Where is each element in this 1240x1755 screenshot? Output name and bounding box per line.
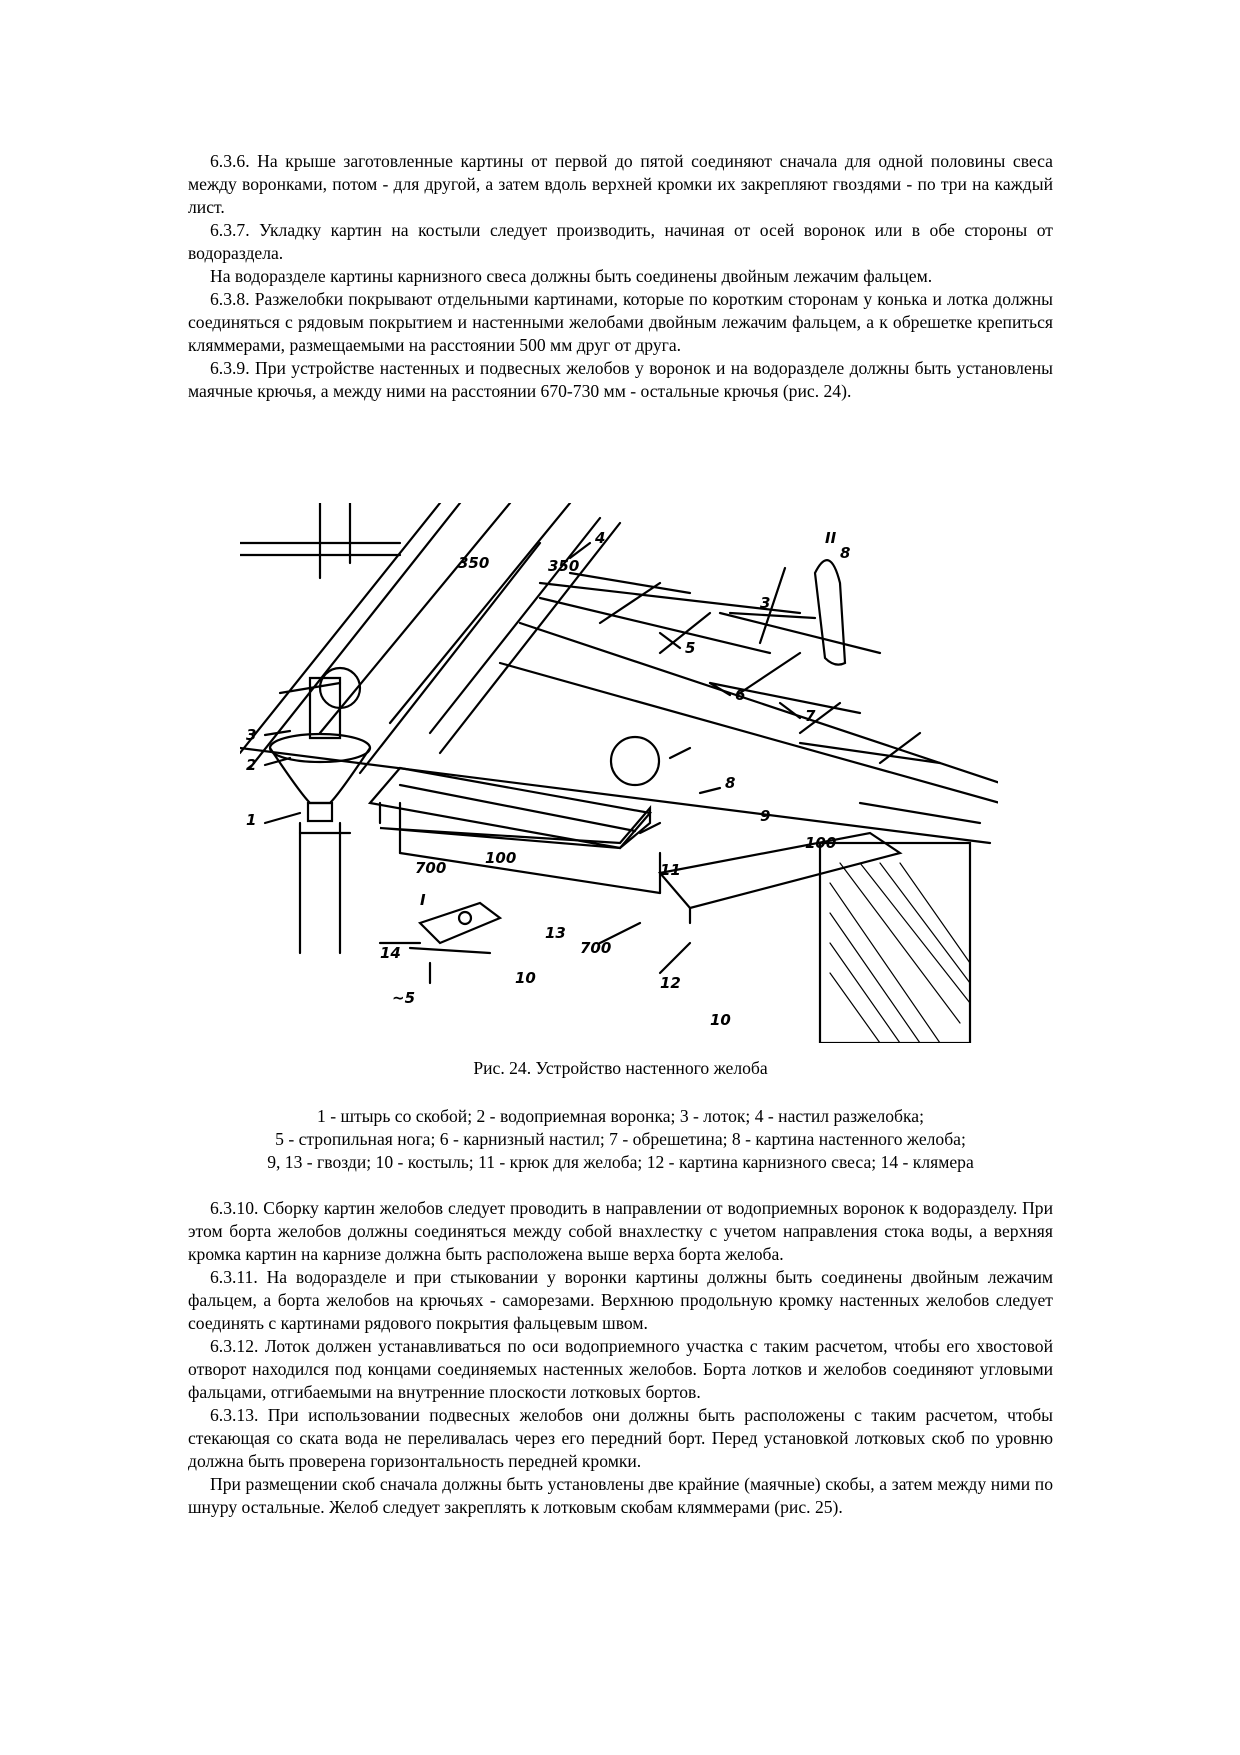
gutter-diagram [240, 503, 998, 1043]
figure-label-4: 4 [595, 529, 606, 547]
paragraph-brackets-placement: При размещении скоб сначала должны быть установлены две крайние (маячные) скобы, а затем между ними по шнуру остальные. Желоб следует закреплять к лотковым скобам кляммерами (рис. 25). [188, 1474, 1053, 1517]
figure-label-detail-II: II [825, 529, 837, 547]
paragraph-6-3-9: 6.3.9. При устройстве настенных и подвесных желобов у воронок и на водоразделе должны быть установлены маячные крючья, а между ними на расстоянии 670-730 мм - остальные крючья (рис. 24). [188, 358, 1053, 401]
figure-label-2: 2 [246, 756, 257, 774]
figure-label-9: 9 [760, 807, 771, 825]
legend-line: 5 - стропильная нога; 6 - карнизный настил; 7 - обрешетина; 8 - картина настенного желоба; [275, 1129, 966, 1149]
paragraph-6-3-11: 6.3.11. На водоразделе и при стыковании у воронки картины должны быть соединены двойным лежачим фальцем, а борта желобов на крючьях - саморезами. Верхнюю продольную кромку настенных желобов следует соединять с картинами рядового покрытия фальцевым швом. [188, 1267, 1053, 1333]
figure-label-3-detail: 3 [760, 594, 771, 612]
figure-dim-350-a: 350 [458, 554, 490, 572]
paragraph-6-3-13: 6.3.13. При использовании подвесных желобов они должны быть расположены с таким расчетом, чтобы стекающая со ската вода не переливалась через его передний борт. Перед установкой лотковых скоб по уровню должна быть проверена горизонтальность передней кромки. [188, 1405, 1053, 1471]
paragraph-6-3-7: 6.3.7. Укладку картин на костыли следует производить, начиная от осей воронок или в обе стороны от водораздела. [188, 220, 1053, 263]
figure-legend [188, 1105, 1053, 1174]
figure-label-1: 1 [246, 811, 257, 829]
paragraph-watershed: На водоразделе картины карнизного свеса должны быть соединены двойным лежачим фальцем. [210, 266, 933, 286]
legend-line: 9, 13 - гвозди; 10 - костыль; 11 - крюк для желоба; 12 - картина карнизного свеса; 14 - клямера [267, 1152, 974, 1172]
figure-label-3: 3 [246, 726, 257, 744]
figure-dim-100-b: 100 [805, 834, 837, 852]
figure-label-8: 8 [725, 774, 736, 792]
figure-label-10: 10 [710, 1011, 731, 1029]
legend-line: 1 - штырь со скобой; 2 - водоприемная воронка; 3 - лоток; 4 - настил разжелобка; [317, 1106, 924, 1126]
figure-label-6: 6 [735, 686, 746, 704]
figure-caption: Рис. 24. Устройство настенного желоба [473, 1058, 768, 1078]
paragraph-6-3-12: 6.3.12. Лоток должен устанавливаться по оси водоприемного участка с таким расчетом, чтобы его хвостовой отворот находился под концами соединяемых настенных желобов. Борта лотков и желобов соединяют угловыми фальцами, отгибаемыми на внутренние плоскости лотковых бортов. [188, 1336, 1053, 1402]
figure-label-11: 11 [660, 861, 681, 879]
figure-24-wall-gutter-drawing [240, 503, 998, 1043]
figure-label-7: 7 [805, 707, 816, 725]
figure-dim-700-b: 700 [580, 939, 612, 957]
paragraph-6-3-6: 6.3.6. На крыше заготовленные картины от первой до пятой соединяют сначала для одной половины свеса между воронками, потом - для другой, а затем вдоль верхней кромки их закрепляют гвоздями - по три на каждый лист. [188, 151, 1053, 217]
figure-label-5-approx: ~5 [392, 989, 416, 1007]
paragraph-6-3-8: 6.3.8. Разжелобки покрывают отдельными картинами, которые по коротким сторонам у конька и лотка должны соединяться с рядовым покрытием и настенными желобами двойным лежачим фальцем, а к обрешетке крепиться кляммерами, размещаемыми на расстоянии 500 мм друг от друга. [188, 289, 1053, 355]
figure-dim-350-b: 350 [548, 557, 580, 575]
figure-label-13: 13 [545, 924, 566, 942]
figure-label-12: 12 [660, 974, 681, 992]
figure-label-detail-I: I [420, 891, 426, 909]
figure-label-14: 14 [380, 944, 401, 962]
figure-dim-100-a: 100 [485, 849, 517, 867]
figure-label-8-detail: 8 [840, 544, 851, 562]
bottom-text-block [188, 1197, 1053, 1519]
figure-dim-700-a: 700 [415, 859, 447, 877]
top-text-block [188, 150, 1053, 403]
figure-label-5: 5 [685, 639, 696, 657]
figure-dim-10: 10 [515, 969, 536, 987]
paragraph-6-3-10: 6.3.10. Сборку картин желобов следует проводить в направлении от водоприемных воронок к водоразделу. При этом борта желобов должны соединяться между собой внахлестку с учетом направления стока воды, а верхняя кромка картин на карнизе должна быть расположена выше верха борта желоба. [188, 1198, 1053, 1264]
